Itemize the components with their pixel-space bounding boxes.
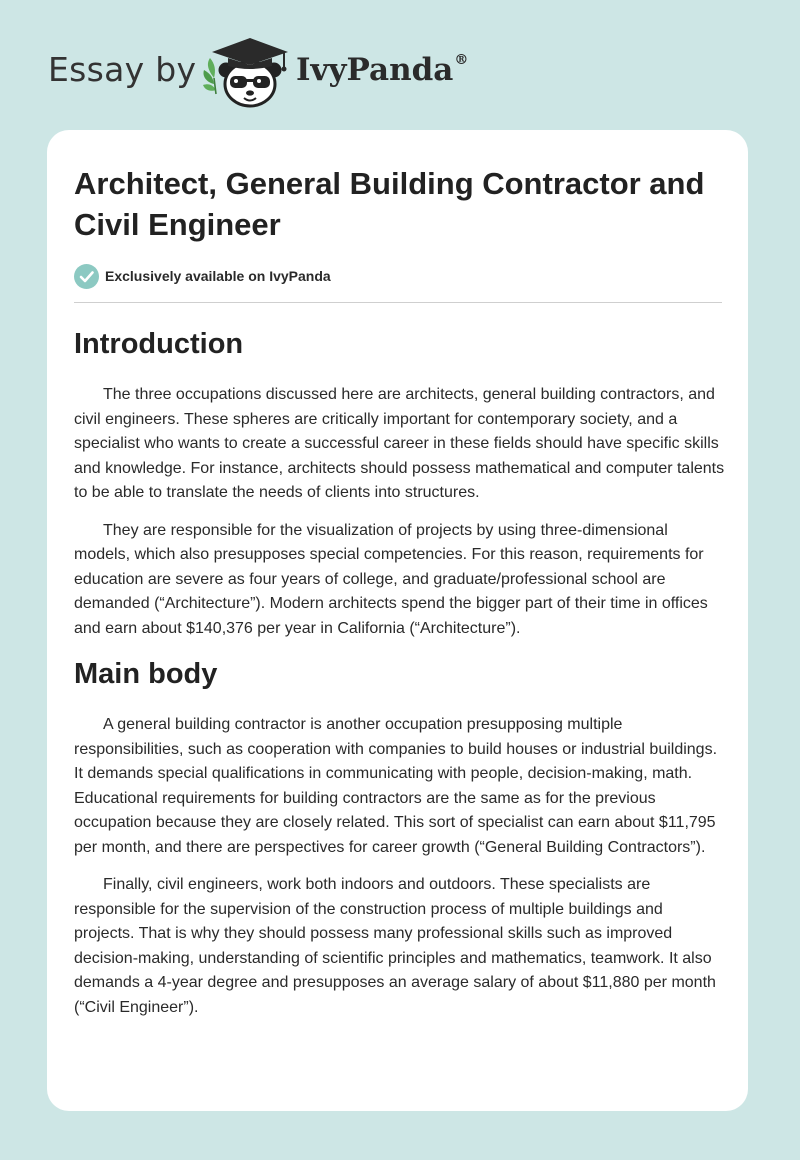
essay-body (74, 314, 726, 1033)
section-heading-introduction: Introduction (74, 328, 244, 360)
check-circle-icon (74, 264, 99, 289)
brand-name[interactable] (296, 52, 468, 88)
paragraph: They are responsible for the visualization of projects by using three-dimensional models, which also presupposes special competencies. For this reason, requirements for education are severe as four years of college, and graduate/professional school are demanded (“Architecture”). Modern architects spend the bigger part of their time in offices and earn about $140,376 per year in California (“Architecture”). (74, 521, 708, 637)
page-title: Architect, General Building Contractor and Civil Engineer (74, 166, 705, 242)
badge-text: Exclusively available on IvyPanda (105, 268, 331, 284)
brand-text: IvyPanda (296, 52, 454, 88)
panda-graduate-logo-icon[interactable] (200, 34, 292, 110)
essay-card (47, 130, 748, 1111)
site-header (0, 0, 800, 130)
paragraph: The three occupations discussed here are architects, general building contractors, and civil engineers. These spheres are critically important for contemporary society, and a specialist who wants to create a successful career in these fields should have specific skills and knowledge. For instance, architects should possess mathematical and computer talents to be able to translate the needs of clients into structures. (74, 386, 725, 501)
divider (74, 302, 722, 303)
paragraph: A general building contractor is another occupation presupposing multiple responsibilities, such as cooperation with companies to build houses or industrial buildings. It demands special qualifications in communicating with people, decision-making, math. Educational requirements for building contractors are the same as for the previous occupation because they are closely related. This sort of specialist can earn about $11,795 per month, and there are perspectives for career growth (“General Building Contractors”). (74, 716, 718, 856)
section-heading-main-body: Main body (74, 658, 218, 690)
essay-by-label: Essay by (48, 50, 197, 89)
exclusive-badge (74, 263, 331, 289)
paragraph: Finally, civil engineers, work both indoors and outdoors. These specialists are responsible for the supervision of the construction process of multiple buildings and projects. That is why they should possess many professional skills such as improved decision-making, understanding of scientific principles and mathematics, teamwork. It also demands a 4-year degree and presupposes an average salary of about $11,880 per month (“Civil Engineer”). (74, 876, 716, 1016)
registered-mark: ® (454, 52, 469, 68)
